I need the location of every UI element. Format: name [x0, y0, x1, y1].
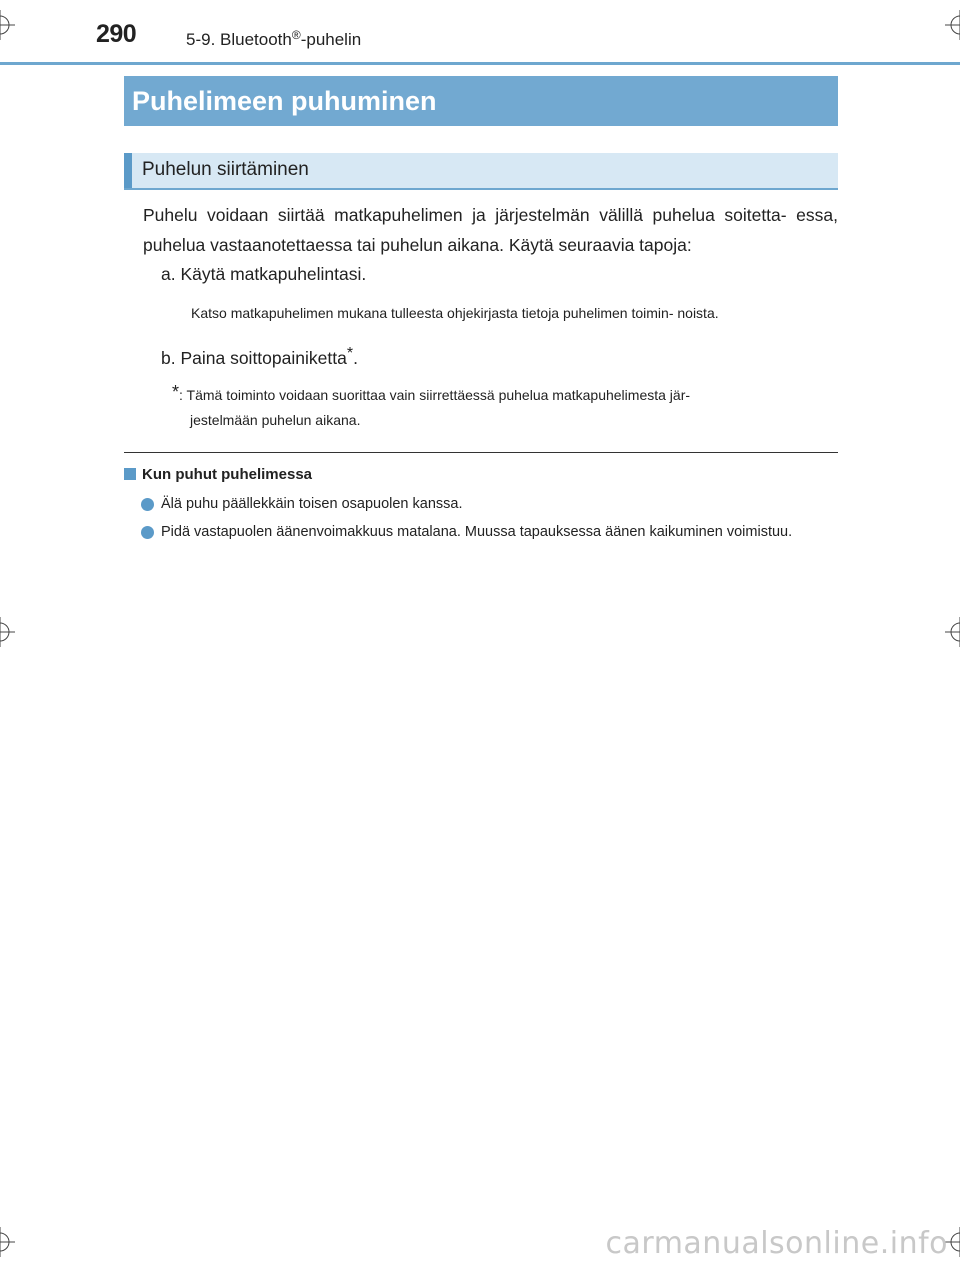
- intro-paragraph: Puhelu voidaan siirtää matkapuhelimen ja järjestelmän välillä puhelua soitetta- essa, puhelua vastaanotettaessa tai puhelun aikana. Käytä seuraavia tapoja:: [143, 205, 838, 255]
- registration-mark-icon: [0, 617, 15, 647]
- square-bullet-icon: [124, 468, 136, 480]
- step-a-note: Katso matkapuhelimen mukana tulleesta ohjekirjasta tietoja puhelimen toimin- noista.: [191, 305, 719, 321]
- bullet-dot-icon: [141, 526, 154, 539]
- footnote-asterisk: *: [172, 382, 180, 402]
- subsection-title: Puhelun siirtäminen: [142, 159, 309, 180]
- registration-mark-icon: [0, 1227, 15, 1257]
- chapter-prefix: 5-9. Bluetooth: [186, 30, 292, 49]
- list-item: [141, 522, 838, 543]
- registration-mark-icon: [945, 10, 960, 40]
- page-number: 290: [96, 20, 137, 48]
- step-a: a. Käytä matkapuhelintasi.: [161, 264, 367, 284]
- section-divider: [124, 452, 838, 453]
- list-item: [141, 494, 838, 515]
- registration-mark-icon: [0, 10, 15, 40]
- footnote: [172, 380, 837, 433]
- registered-mark: ®: [291, 28, 301, 42]
- step-b-text: b. Paina soittopainiketta: [161, 348, 347, 368]
- footnote-line-2: jestelmään puhelun aikana.: [190, 412, 361, 428]
- subsection-marker: [124, 153, 132, 188]
- step-b-asterisk: *: [346, 345, 354, 362]
- step-b-period: .: [353, 348, 358, 368]
- step-b: [161, 345, 358, 369]
- registration-mark-icon: [945, 617, 960, 647]
- section-heading: [124, 466, 312, 483]
- chapter-suffix: -puhelin: [300, 30, 362, 49]
- list-item-text: Älä puhu päällekkäin toisen osapuolen kanssa.: [161, 496, 463, 512]
- page-title: Puhelimeen puhuminen: [124, 76, 838, 126]
- subsection-header: [124, 153, 838, 190]
- bullet-dot-icon: [141, 498, 154, 511]
- watermark: carmanualsonline.info: [605, 1226, 948, 1261]
- section-heading-text: Kun puhut puhelimessa: [142, 466, 313, 483]
- chapter-title: [186, 28, 361, 50]
- header-divider: [0, 62, 960, 65]
- footnote-line-1: : Tämä toiminto voidaan suorittaa vain siirrettäessä puhelua matkapuhelimesta jär-: [179, 387, 691, 403]
- list-item-text: Pidä vastapuolen äänenvoimakkuus matalana. Muussa tapauksessa äänen kaikuminen voimistuu.: [161, 524, 793, 540]
